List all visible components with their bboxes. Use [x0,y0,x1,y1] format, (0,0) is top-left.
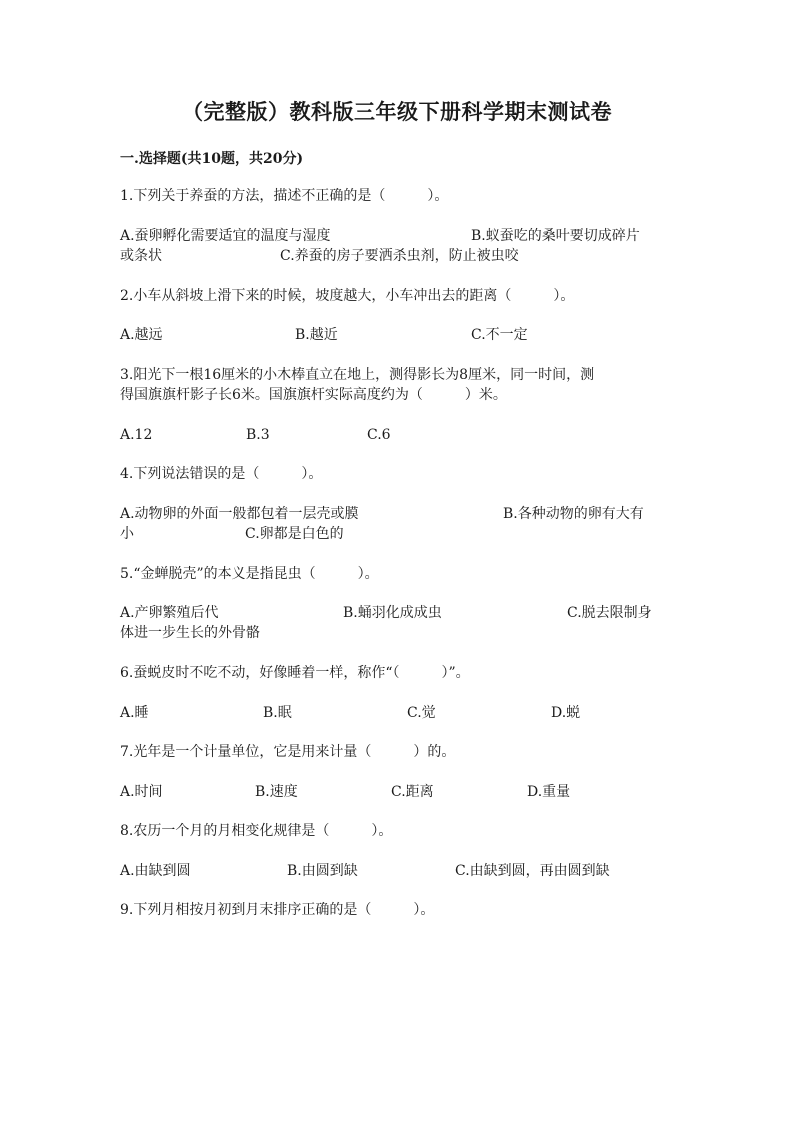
question-6-option-d: D.蜕 [551,705,581,721]
section-heading: 一.选择题(共10题，共20分) [120,151,304,167]
question-8-option-a: A.由缺到圆 [120,863,191,879]
question-1-option-b: B.蚁蚕吃的桑叶要切成碎片 [471,228,640,244]
question-2-stem: 2.小车从斜坡上滑下来的时候，坡度越大，小车冲出去的距离（ ）。 [120,288,575,304]
question-7-option-b: B.速度 [255,784,298,800]
question-8-stem: 8.农历一个月的月相变化规律是（ ）。 [120,823,393,839]
question-5-option-b: B.蛹羽化成成虫 [343,605,442,621]
question-3-stem-line-2: 得国旗旗杆影子长6米。国旗旗杆实际高度约为（ ）米。 [120,387,507,403]
question-6-option-c: C.觉 [407,705,436,721]
question-1-option-c: C.养蚕的房子要洒杀虫剂，防止被虫咬 [280,248,519,264]
question-1-option-a: A.蚕卵孵化需要适宜的温度与湿度 [120,228,331,244]
question-2-option-a: A.越远 [120,327,163,343]
question-5-option-c: C.脱去限制身 [567,605,652,621]
question-7-option-d: D.重量 [527,784,571,800]
question-7-option-a: A.时间 [120,784,163,800]
question-4-option-a: A.动物卵的外面一般都包着一层壳或膜 [120,506,359,522]
question-3-option-a: A.12 [120,427,153,443]
question-4-option-c: C.卵都是白色的 [245,526,344,542]
question-1-option-b-continued: 或条状 [120,248,162,264]
page-title: （完整版）教科版三年级下册科学期末测试卷 [182,99,612,124]
question-6-option-a: A.睡 [120,705,149,721]
question-2-option-c: C.不一定 [471,327,528,343]
question-2-option-b: B.越近 [295,327,338,343]
question-4-option-b-continued: 小 [120,526,134,542]
question-5-option-a: A.产卵繁殖后代 [120,605,219,621]
question-4-option-b: B.各种动物的卵有大有 [503,506,644,522]
question-5-stem: 5.“金蝉脱壳”的本义是指昆虫（ ）。 [120,566,379,582]
question-5-option-c-continued: 体进一步生长的外骨骼 [120,625,260,641]
question-6-option-b: B.眠 [263,705,292,721]
question-3-option-b: B.3 [246,427,270,443]
question-3-stem-line-1: 3.阳光下一根16厘米的小木棒直立在地上，测得影长为8厘米，同一时间，测 [120,367,595,383]
question-1-stem: 1.下列关于养蚕的方法，描述不正确的是（ ）。 [120,188,449,204]
question-8-option-b: B.由圆到缺 [287,863,358,879]
question-4-stem: 4.下列说法错误的是（ ）。 [120,466,323,482]
question-8-option-c: C.由缺到圆，再由圆到缺 [455,863,610,879]
question-7-stem: 7.光年是一个计量单位，它是用来计量（ ）的。 [120,744,456,760]
question-3-option-c: C.6 [367,427,391,443]
question-9-stem: 9.下列月相按月初到月末排序正确的是（ ）。 [120,902,435,918]
question-7-option-c: C.距离 [391,784,434,800]
question-6-stem: 6.蚕蜕皮时不吃不动，好像睡着一样，称作“（ ）”。 [120,665,470,681]
